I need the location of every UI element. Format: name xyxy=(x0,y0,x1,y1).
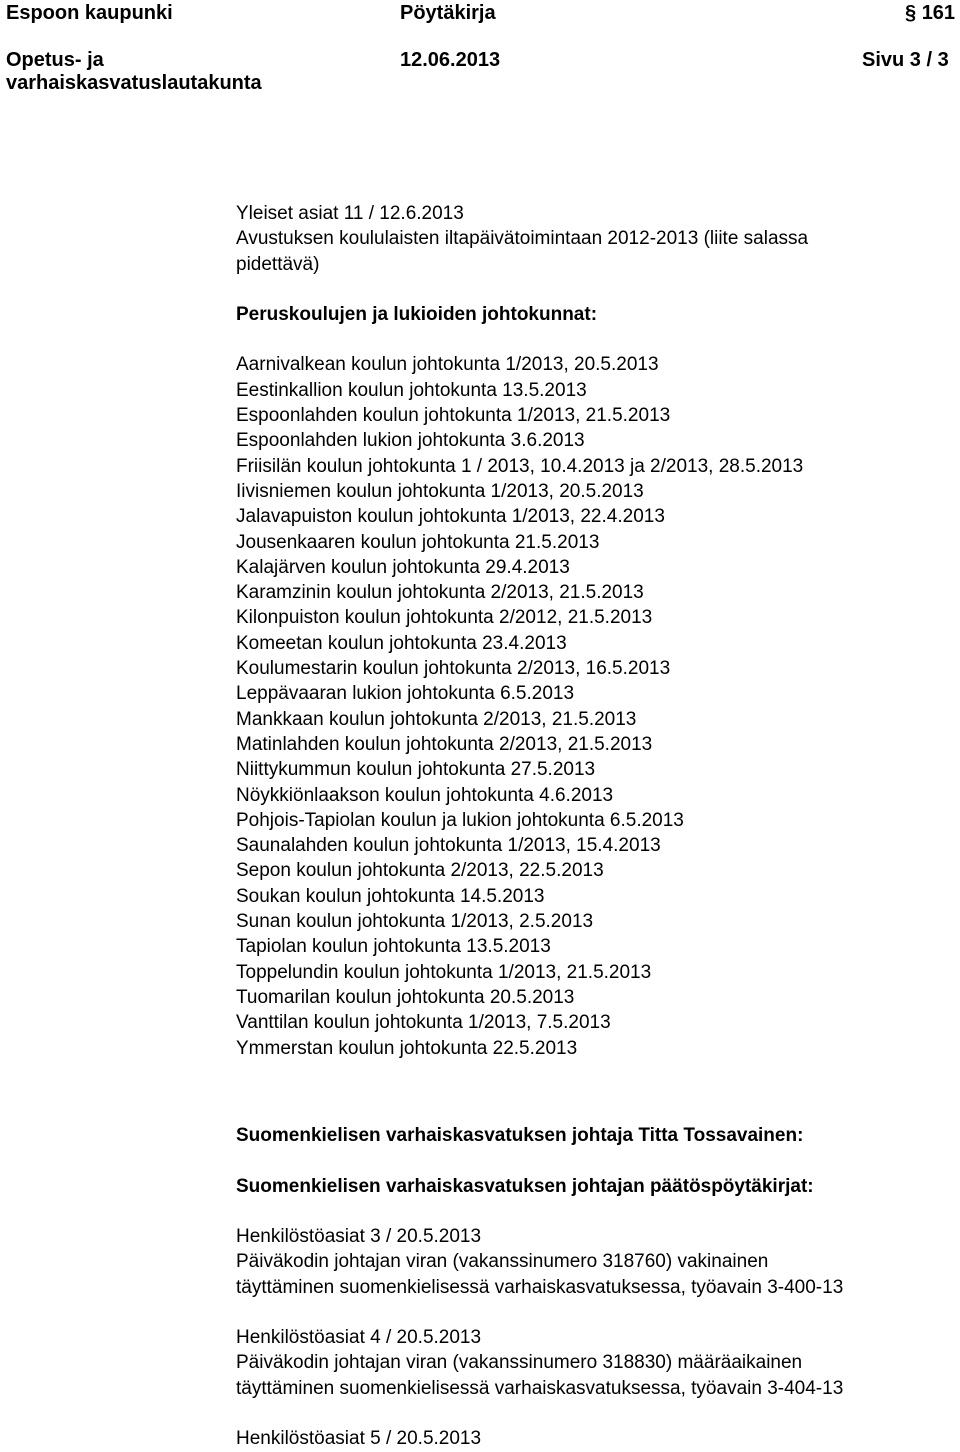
list-item: Matinlahden koulun johtokunta 2/2013, 21.5.2013 xyxy=(236,733,653,755)
list-item: Espoonlahden koulun johtokunta 1/2013, 21.5.2013 xyxy=(236,405,671,427)
decision-4-desc-line2: täyttäminen suomenkielisessä varhaiskasvatuksessa, työavain 3-404-13 xyxy=(236,1377,844,1399)
list-item: Komeetan koulun johtokunta 23.4.2013 xyxy=(236,632,567,654)
list-item: Iivisniemen koulun johtokunta 1/2013, 20.5.2013 xyxy=(236,480,644,502)
decision-4-item: Henkilöstöasiat 4 / 20.5.2013 xyxy=(236,1327,482,1349)
document-type: Pöytäkirja xyxy=(400,2,496,24)
list-item: Saunalahden koulun johtokunta 1/2013, 15.4.2013 xyxy=(236,835,661,857)
list-item: Tapiolan koulun johtokunta 13.5.2013 xyxy=(236,936,551,958)
list-item: Aarnivalkean koulun johtokunta 1/2013, 20.5.2013 xyxy=(236,354,659,376)
meeting-date: 12.06.2013 xyxy=(400,49,501,71)
page-indicator: Sivu 3 / 3 xyxy=(862,49,949,71)
board-name-line2: varhaiskasvatuslautakunta xyxy=(6,72,262,94)
list-item: Jalavapuiston koulun johtokunta 1/2013, 22.4.2013 xyxy=(236,506,665,528)
decision-3-desc-line2: täyttäminen suomenkielisessä varhaiskasvatuksessa, työavain 3-400-13 xyxy=(236,1276,844,1298)
list-item: Mankkaan koulun johtokunta 2/2013, 21.5.2013 xyxy=(236,708,637,730)
document-body xyxy=(236,201,936,1452)
list-item: Jousenkaaren koulun johtokunta 21.5.2013 xyxy=(236,531,600,553)
intro-description-line2: pidettävä) xyxy=(236,253,320,275)
list-item: Espoonlahden lukion johtokunta 3.6.2013 xyxy=(236,430,585,452)
boards-heading: Peruskoulujen ja lukioiden johtokunnat: xyxy=(236,304,598,326)
organization-name: Espoon kaupunki xyxy=(6,2,173,24)
list-item: Koulumestarin koulun johtokunta 2/2013, 16.5.2013 xyxy=(236,658,671,680)
list-item: Pohjois-Tapiolan koulun ja lukion johtokunta 6.5.2013 xyxy=(236,809,684,831)
list-item: Karamzinin koulun johtokunta 2/2013, 21.5.2013 xyxy=(236,582,644,604)
board-name-line1: Opetus- ja xyxy=(6,49,104,71)
list-item: Sepon koulun johtokunta 2/2013, 22.5.2013 xyxy=(236,860,604,882)
decision-5-item: Henkilöstöasiat 5 / 20.5.2013 xyxy=(236,1428,482,1450)
section-number xyxy=(905,2,955,24)
decision-3-desc-line1: Päiväkodin johtajan viran (vakanssinumero 318760) vakinainen xyxy=(236,1251,769,1273)
boards-list xyxy=(236,352,936,1060)
list-item: Kalajärven koulun johtokunta 29.4.2013 xyxy=(236,556,570,578)
list-item: Eestinkallion koulun johtokunta 13.5.2013 xyxy=(236,379,587,401)
list-item: Kilonpuiston koulun johtokunta 2/2012, 21.5.2013 xyxy=(236,607,653,629)
decision-4-desc-line1: Päiväkodin johtajan viran (vakanssinumero 318830) määräaikainen xyxy=(236,1352,803,1374)
list-item: Niittykummun koulun johtokunta 27.5.2013 xyxy=(236,759,596,781)
list-item: Toppelundin koulun johtokunta 1/2013, 21.5.2013 xyxy=(236,961,652,983)
director-heading: Suomenkielisen varhaiskasvatuksen johtaja Titta Tossavainen: xyxy=(236,1125,804,1147)
list-item: Sunan koulun johtokunta 1/2013, 2.5.2013 xyxy=(236,911,594,933)
list-item: Ymmerstan koulun johtokunta 22.5.2013 xyxy=(236,1037,578,1059)
list-item: Vanttilan koulun johtokunta 1/2013, 7.5.2013 xyxy=(236,1012,611,1034)
director-decisions-heading: Suomenkielisen varhaiskasvatuksen johtajan päätöspöytäkirjat: xyxy=(236,1175,814,1197)
section-number-value: 161 xyxy=(921,2,956,24)
intro-item: Yleiset asiat 11 / 12.6.2013 xyxy=(236,203,464,224)
list-item: Tuomarilan koulun johtokunta 20.5.2013 xyxy=(236,986,575,1008)
intro-description-line1: Avustuksen koululaisten iltapäivätoimintaan 2012-2013 (liite salassa xyxy=(236,228,809,250)
section-symbol: § xyxy=(905,2,917,24)
list-item: Nöykkiönlaakson koulun johtokunta 4.6.2013 xyxy=(236,784,614,806)
list-item: Soukan koulun johtokunta 14.5.2013 xyxy=(236,885,545,907)
list-item: Leppävaaran lukion johtokunta 6.5.2013 xyxy=(236,683,575,705)
decision-3-item: Henkilöstöasiat 3 / 20.5.2013 xyxy=(236,1225,482,1247)
board-name xyxy=(6,49,306,95)
list-item: Friisilän koulun johtokunta 1 / 2013, 10.4.2013 ja 2/2013, 28.5.2013 xyxy=(236,455,804,477)
